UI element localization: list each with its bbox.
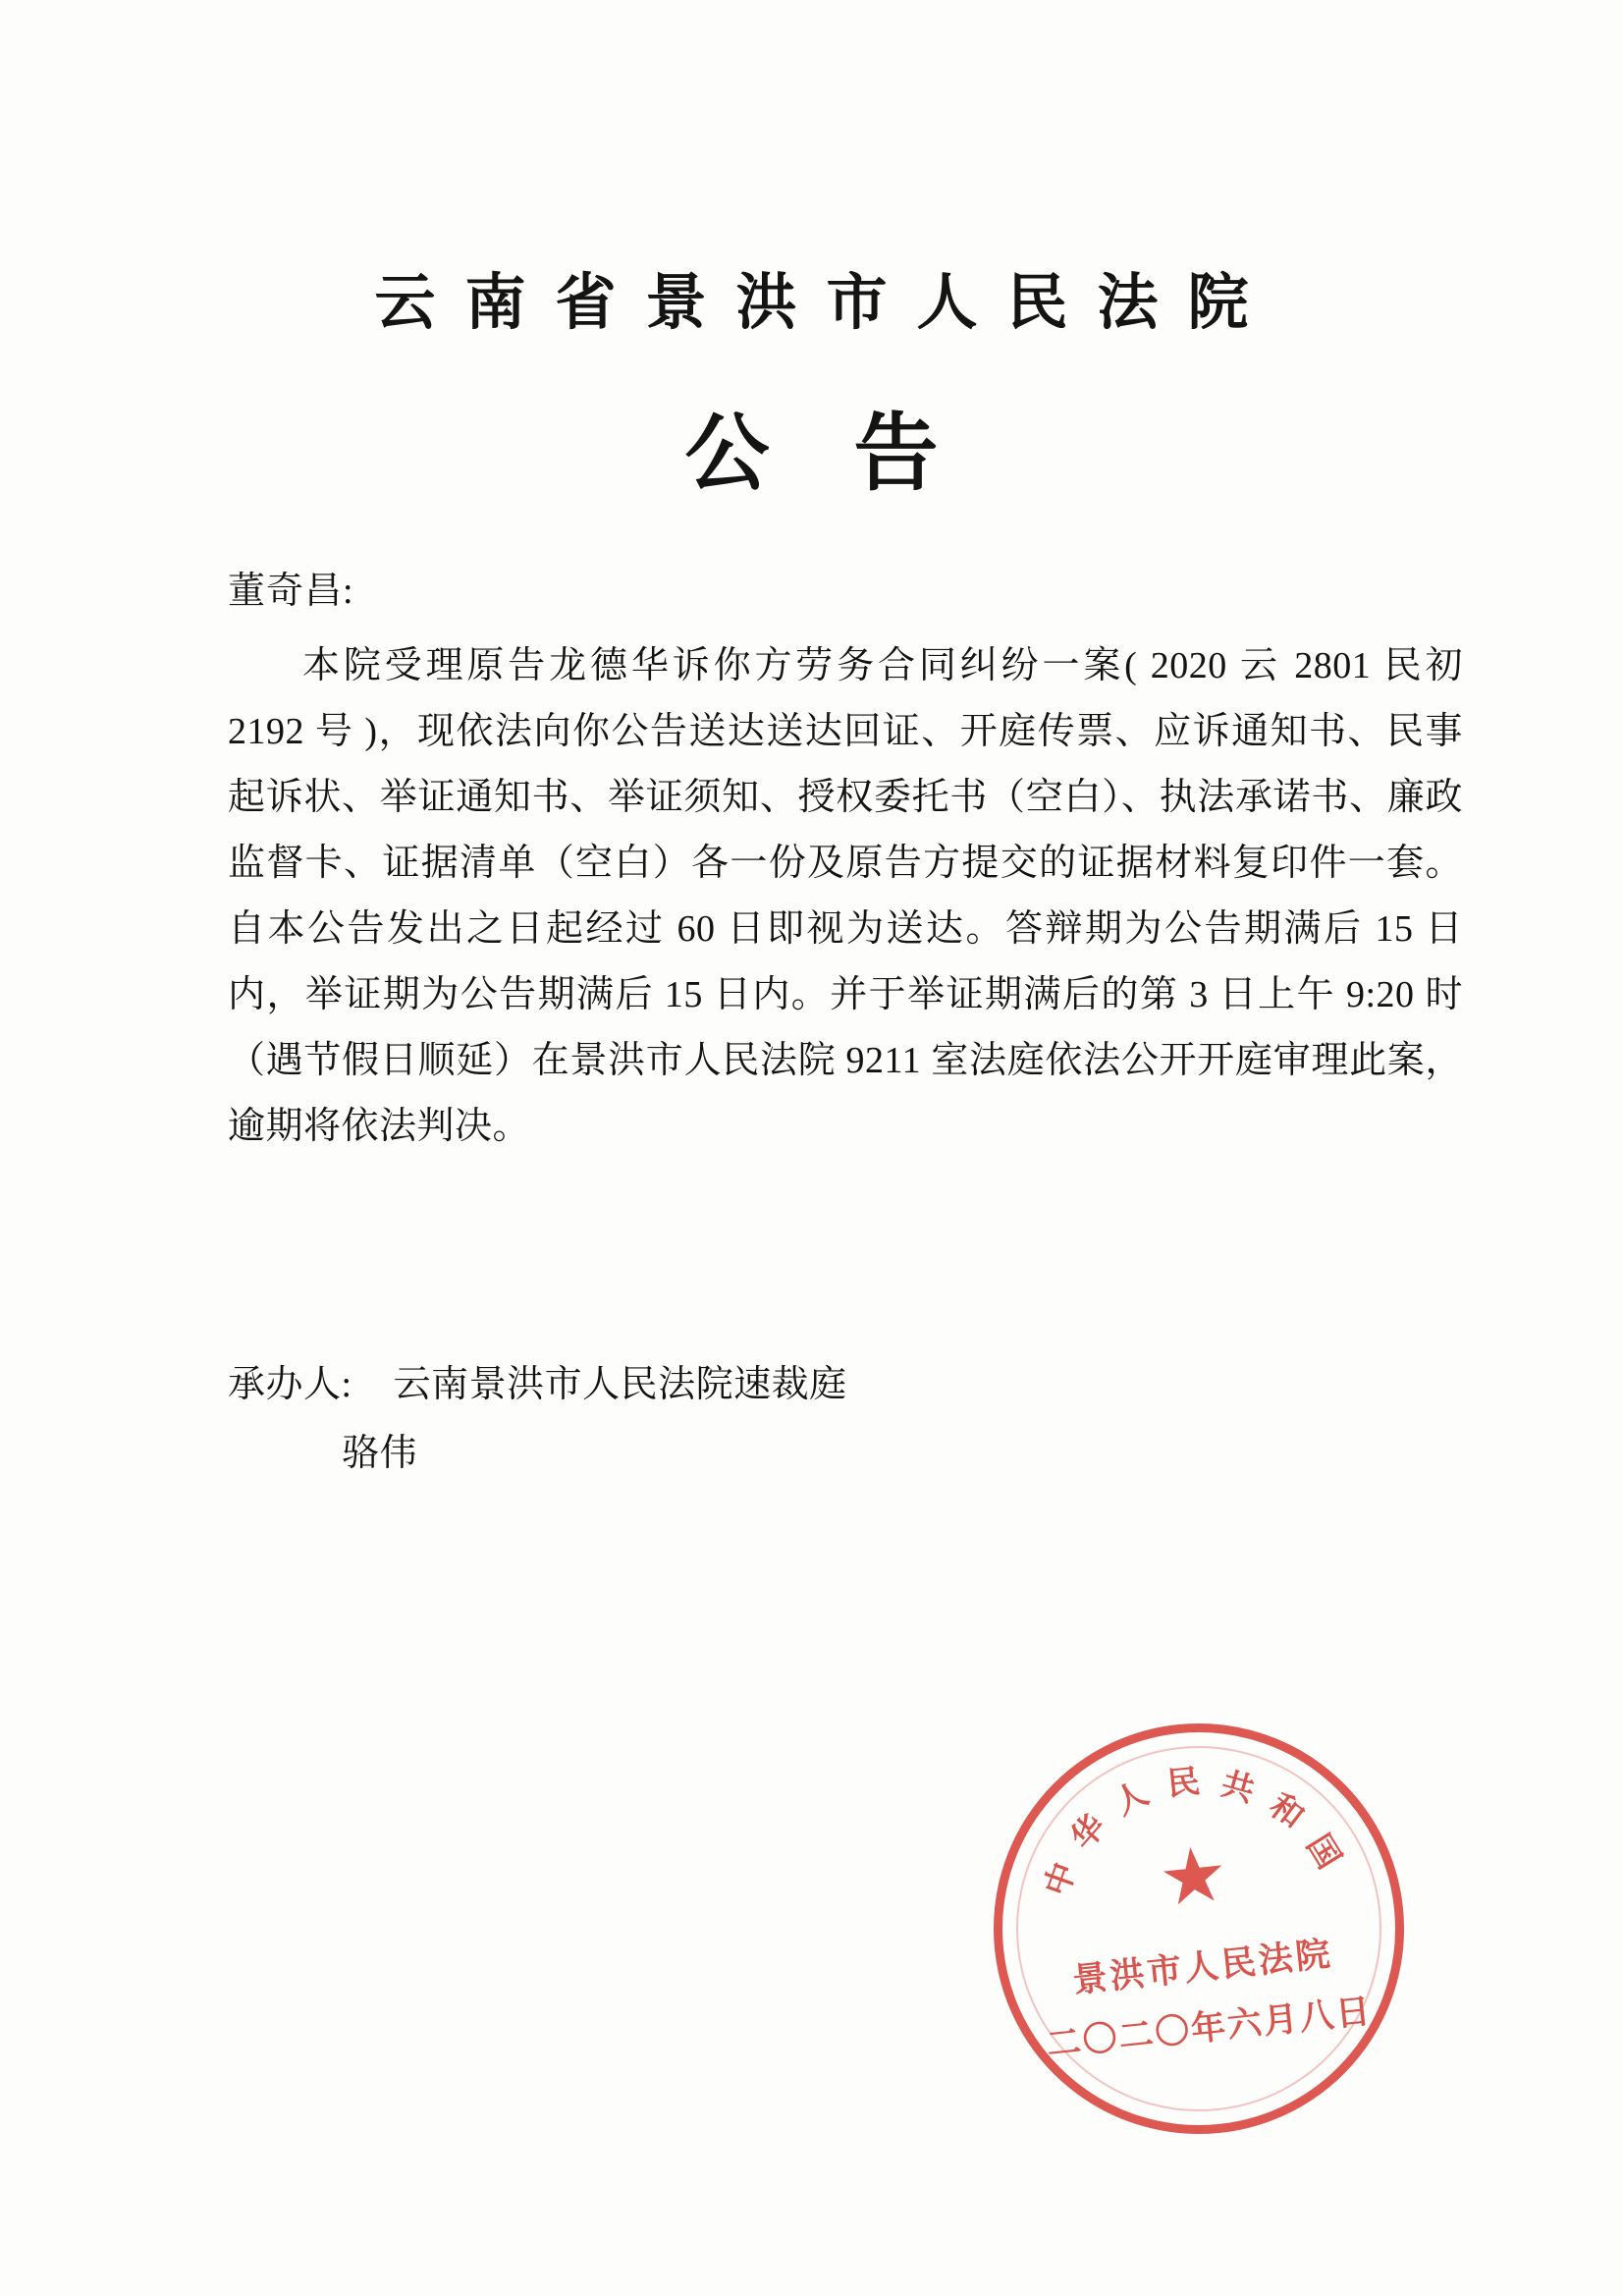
seal-arc-char: 人 bbox=[1109, 1776, 1155, 1823]
seal-arc-char: 中 bbox=[1039, 1858, 1084, 1901]
seal-arc-char: 和 bbox=[1263, 1787, 1311, 1836]
handler-line bbox=[228, 1353, 847, 1407]
star-icon: ★ bbox=[1155, 1830, 1232, 1923]
seal-organization: 景洪市人民法院 bbox=[1070, 1934, 1335, 2000]
official-seal bbox=[973, 1703, 1424, 2154]
court-name-heading: 云南省景洪市人民法院 bbox=[374, 270, 1278, 337]
handler-label: 承办人: bbox=[228, 1364, 352, 1405]
handler-name: 骆伟 bbox=[342, 1433, 418, 1474]
addressee-line: 董奇昌: bbox=[228, 571, 354, 612]
seal-date: 二〇二〇年六月八日 bbox=[1044, 1992, 1375, 2064]
seal-inner bbox=[983, 1713, 1415, 2145]
seal-arc-char: 华 bbox=[1064, 1809, 1113, 1857]
page-title: 公告 bbox=[684, 407, 1023, 501]
handler-department: 云南景洪市人民法院速裁庭 bbox=[393, 1364, 847, 1405]
seal-arc-char: 民 bbox=[1165, 1764, 1202, 1803]
seal-arc-char: 共 bbox=[1217, 1767, 1259, 1810]
seal-arc-char: 国 bbox=[1299, 1829, 1347, 1876]
announcement-body: 本院受理原告龙德华诉你方劳务合同纠纷一案( 2020 云 2801 民初 2192 号 )，现依法向你公告送达送达回证、开庭传票、应诉通知书、民事起诉状、举证通知书、举证须知、授权委托书（空白）、执法承诺书、廉政监督卡、证据清单（空白）各一份及原告方提交的证据材料复印件一套。自本公告发出之日起经过 60 日即视为送达。答辩期为公告期满后 15 日内，举证期为公告期满后 15 日内。并于举证期满后的第 3 日上午 9:20 时（遇节假日顺延）在景洪市人民法院 9211 室法庭依法公开开庭审理此案，逾期将依法判决。 bbox=[228, 645, 1463, 1147]
